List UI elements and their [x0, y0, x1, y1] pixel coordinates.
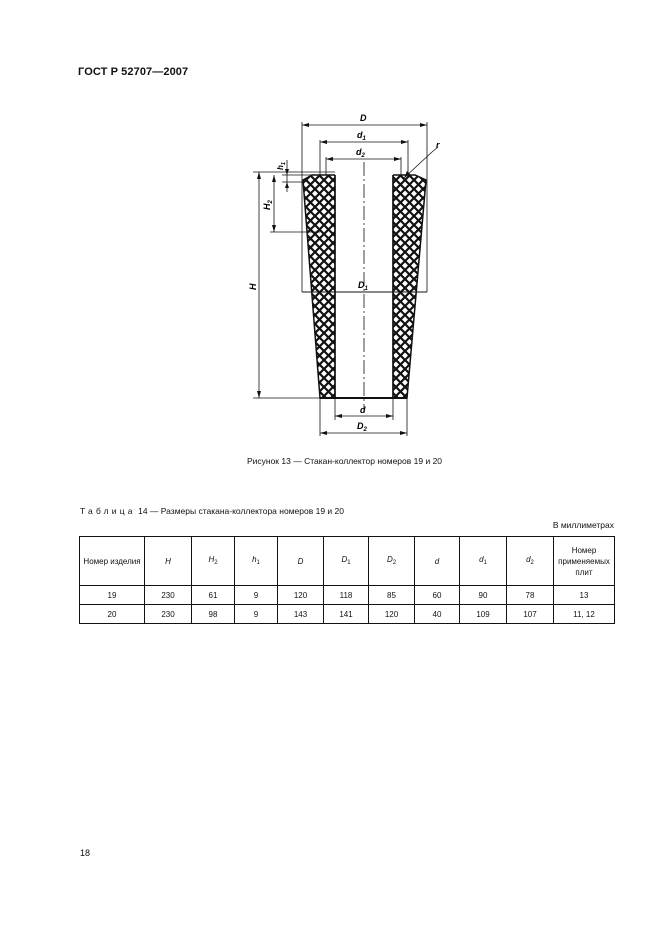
table-cell: 120 [278, 586, 324, 605]
table-cell: 61 [192, 586, 235, 605]
table-cell: 141 [324, 605, 369, 624]
table-cell: 19 [80, 586, 145, 605]
table-cell: 9 [235, 605, 278, 624]
table-row [80, 605, 615, 624]
label-H: H [248, 283, 258, 290]
svg-text:D2: $D_2$ [357, 421, 367, 433]
table-cell: 98 [192, 605, 235, 624]
table-row [80, 586, 615, 605]
collector-drawing [230, 105, 470, 440]
table-cell: 9 [235, 586, 278, 605]
col-header: D [278, 537, 324, 586]
col-header: $D_1$ [324, 537, 369, 586]
col-header: $H_2$ [192, 537, 235, 586]
page-number: 18 [80, 848, 91, 858]
col-header: $h_1$ [235, 537, 278, 586]
table-cell: 11, 12 [554, 605, 615, 624]
label-d: d [360, 405, 366, 415]
document-header: ГОСТ Р 52707—2007 [78, 66, 189, 78]
units-note: В миллиметрах [552, 520, 614, 530]
label-r: r [436, 140, 440, 150]
right-wall-section [393, 175, 426, 398]
col-header: d [415, 537, 460, 586]
left-wall-section [303, 175, 335, 398]
col-header: Номер изделия [80, 537, 145, 586]
svg-text:h1: $h_1$ [276, 162, 287, 170]
table-cell: 230 [145, 605, 192, 624]
table-cell: 13 [554, 586, 615, 605]
table-cell: 107 [507, 605, 554, 624]
col-header: $d_1$ [460, 537, 507, 586]
col-header: $d_2$ [507, 537, 554, 586]
table-header-row [80, 537, 615, 586]
table-cell: 143 [278, 605, 324, 624]
table-cell: 120 [369, 605, 415, 624]
svg-text:d1: $d_1$ [357, 130, 366, 142]
table-cell: 40 [415, 605, 460, 624]
dimensions-table [79, 536, 615, 624]
table-cell: 109 [460, 605, 507, 624]
svg-text:H2: $H_2$ [262, 200, 274, 210]
table-cell: 78 [507, 586, 554, 605]
table-cell: 90 [460, 586, 507, 605]
table-cell: 230 [145, 586, 192, 605]
table-cell: 85 [369, 586, 415, 605]
table-title: Таблица 14 — Размеры стакана-коллектора номеров 19 и 20 [80, 506, 344, 516]
figure-caption: Рисунок 13 — Стакан-коллектор номеров 19 и 20 [246, 456, 443, 466]
col-header: H [145, 537, 192, 586]
table-cell: 118 [324, 586, 369, 605]
svg-text:d2: $d_2$ [356, 147, 365, 159]
col-header: $D_2$ [369, 537, 415, 586]
col-header: Номер применяемых плит [554, 537, 615, 586]
svg-text:D1: $D_1$ [358, 280, 368, 292]
table-cell: 60 [415, 586, 460, 605]
label-D: D [360, 113, 367, 123]
table-cell: 20 [80, 605, 145, 624]
